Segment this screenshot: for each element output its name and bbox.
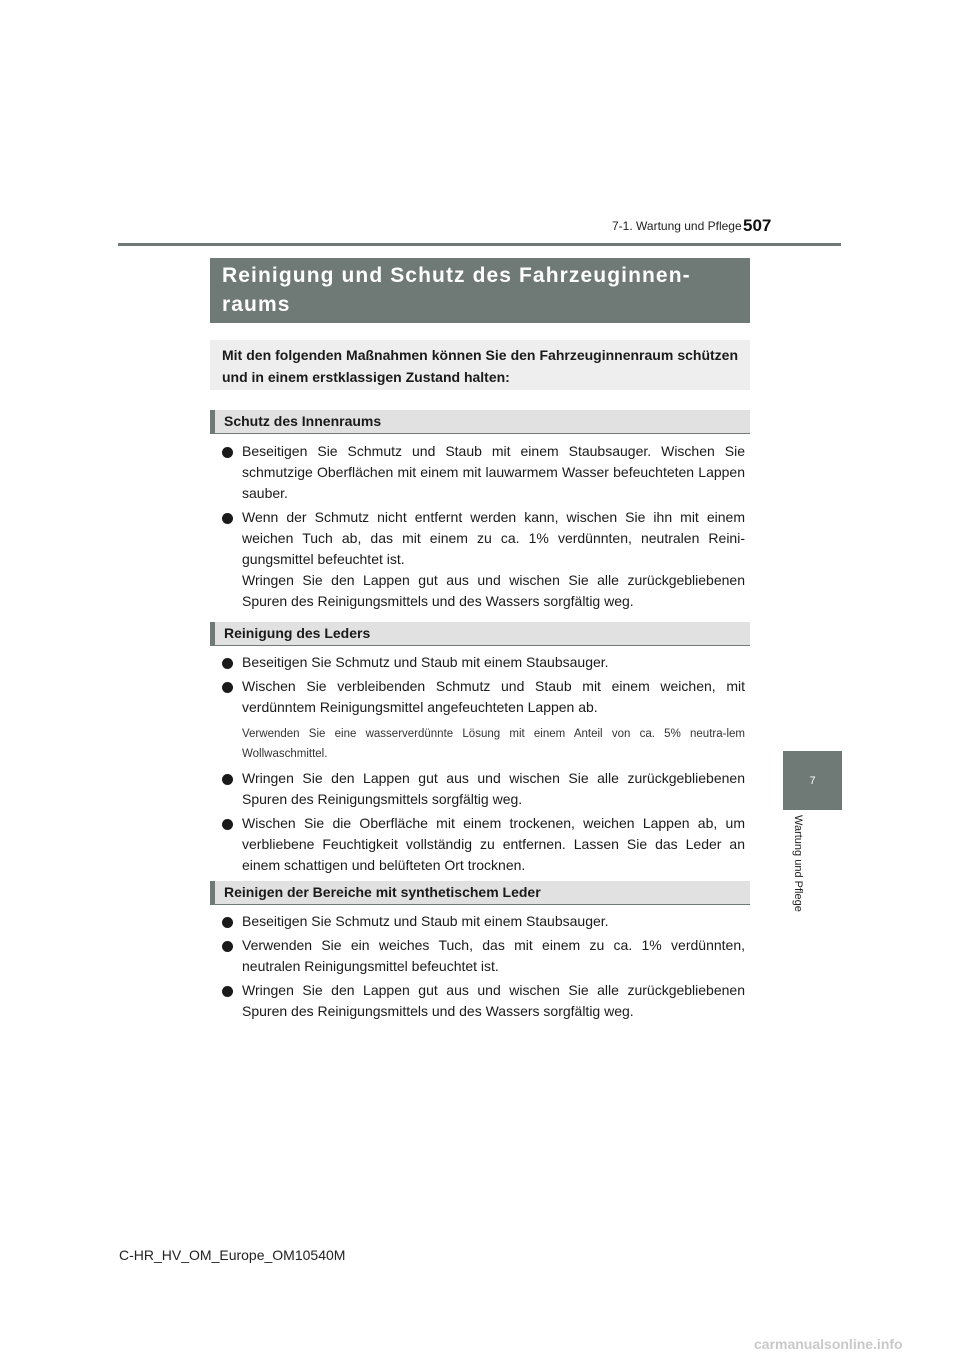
list-item-text: Wringen Sie den Lappen gut aus und wischen Sie alle zurückgebliebenen Spuren des Reinigungsmittels und des Wassers sorgfältig weg. [242,982,745,1019]
list-item [222,911,745,932]
list-item [222,441,745,504]
protection-list [222,441,745,615]
section-heading-protection [210,410,750,434]
section-heading-label: Schutz des Innenraums [224,413,382,429]
intro-text: Mit den folgenden Maßnahmen können Sie den Fahrzeuginnenraum schützen und in einem erstklassigen Zustand halten: [210,340,750,390]
list-item-text: Beseitigen Sie Schmutz und Staub mit einem Staubsauger. [242,913,609,929]
list-item [222,652,745,673]
page-title: Reinigung und Schutz des Fahrzeuginnen-raums [210,258,750,323]
leather-list [222,652,745,879]
list-item [222,676,745,718]
list-item-text: Wenn der Schmutz nicht entfernt werden kann, wischen Sie ihn mit einem weichen Tuch ab, das mit einem zu ca. 1% verdünnten, neutralen Reini-gungsmittel befeuchtet ist. [242,509,745,567]
list-item-text: Wischen Sie die Oberfläche mit einem trockenen, weichen Lappen ab, um verbliebene Feuchtigkeit vollständig zu entfernen. Lassen Sie das Leder an einem schattigen und belüfteten Ort trocknen. [242,815,745,873]
header-section-title: 7-1. Wartung und Pflege [612,219,742,233]
page-number: 507 [743,216,772,235]
bullet-icon [222,941,233,952]
watermark: carmanualsonline.info [754,1336,903,1352]
bullet-icon [222,658,233,669]
list-item-text: Wringen Sie den Lappen gut aus und wischen Sie alle zurückgebliebenen Spuren des Reinigungsmittels und des Wassers sorgfältig weg. [242,572,745,609]
list-item-text: Wringen Sie den Lappen gut aus und wischen Sie alle zurückgebliebenen Spuren des Reinigungsmittels sorgfältig weg. [242,770,745,807]
section-accent [210,622,215,645]
synthetic-leather-list [222,911,745,1025]
list-item-text: Verwenden Sie ein weiches Tuch, das mit einem zu ca. 1% verdünnten, neutralen Reinigungsmittel befeuchtet ist. [242,937,745,974]
list-item [222,507,745,612]
bullet-icon [222,917,233,928]
bullet-icon [222,447,233,458]
chapter-tab: 7 [783,751,842,810]
bullet-icon [222,819,233,830]
document-footer: C-HR_HV_OM_Europe_OM10540M [119,1247,346,1263]
bullet-icon [222,774,233,785]
list-item [222,935,745,977]
list-item [222,813,745,876]
section-heading-synthetic-leather [210,881,750,905]
section-accent [210,410,215,433]
header-divider [118,243,841,246]
note-text: Verwenden Sie eine wasserverdünnte Lösung mit einem Anteil von ca. 5% neutra-lem Wollwaschmittel. [242,728,745,760]
list-item-text: Beseitigen Sie Schmutz und Staub mit einem Staubsauger. [242,654,609,670]
bullet-icon [222,682,233,693]
bullet-icon [222,513,233,524]
list-item-text: Beseitigen Sie Schmutz und Staub mit einem Staubsauger. Wischen Sie schmutzige Oberflächen mit einem mit lauwarmem Wasser befeuchteten Lappen sauber. [242,443,745,501]
list-item [222,768,745,810]
list-item [222,980,745,1022]
section-accent [210,881,215,904]
section-heading-leather [210,622,750,646]
section-heading-label: Reinigen der Bereiche mit synthetischem Leder [224,884,541,900]
section-heading-label: Reinigung des Leders [224,625,371,641]
list-item-text: Wischen Sie verbleibenden Schmutz und Staub mit einem weichen, mit verdünntem Reinigungsmittel angefeuchteten Lappen ab. [242,678,745,715]
bullet-icon [222,986,233,997]
chapter-tab-label: Wartung und Pflege [792,815,804,912]
